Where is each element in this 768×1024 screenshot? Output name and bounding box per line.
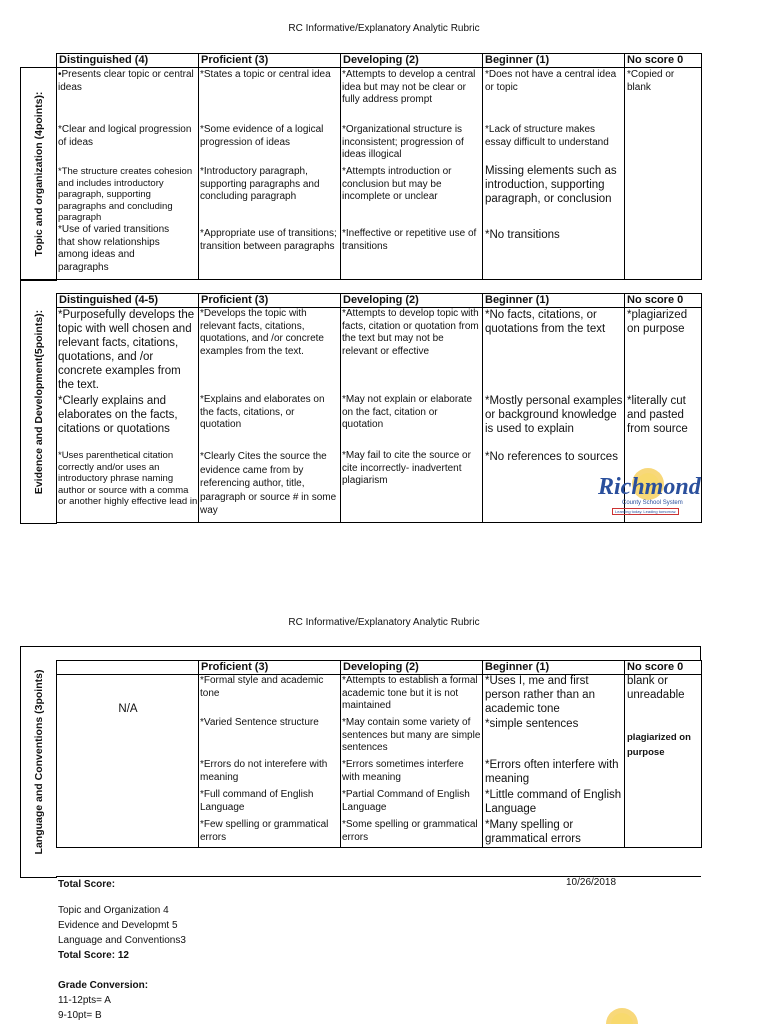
evidence-no-score-2: *literally cut and pasted from source (627, 395, 688, 435)
logo-subtitle: County School System (622, 500, 683, 506)
topic-beginner-2: *Lack of structure makes essay difficult to understand (485, 124, 609, 148)
header-beginner: Beginner (1) (483, 294, 625, 308)
topic-distinguished-2: *Clear and logical progression of ideas (58, 124, 192, 148)
total-score-label: Total Score: (58, 879, 116, 890)
evidence-proficient-2: *Explains and elaborates on the facts, citations, or quotation (200, 394, 325, 430)
language-proficient-1: *Formal style and academic tone (200, 675, 324, 699)
evidence-distinguished-3: *Uses parenthetical citation correctly and/or uses an introductory phrase naming author or source with a comma or another highly effective lead in (58, 450, 198, 507)
language-no-score-2: plagiarized on purpose (627, 732, 691, 758)
header-distinguished: Distinguished (4) (57, 54, 199, 68)
header-beginner: Beginner (1) (483, 54, 625, 68)
topic-developing-4: *Ineffective or repetitive use of transitions (342, 228, 477, 252)
evidence-proficient-3: *Clearly Cites the source the evidence came from by referencing author, title, paragraph or source # in some way (200, 451, 337, 516)
score-line-language: Language and Conventions3 (58, 935, 186, 946)
topic-beginner-1: *Does not have a central idea or topic (485, 69, 617, 93)
topic-distinguished-3: *The structure creates cohesion and includes introductory paragraph, supporting paragraphs and concluding paragraph (58, 166, 193, 223)
language-developing-4: *Partial Command of English Language (342, 789, 470, 813)
evidence-developing-2: *May not explain or elaborate on the fact, citation or quotation (342, 394, 473, 430)
evidence-developing-3: *May fail to cite the source or cite incorrectly- inadvertent plagiarism (342, 450, 471, 486)
topic-proficient-4: *Appropriate use of transitions; transition between paragraphs (200, 228, 337, 252)
header-no-score: No score 0 (625, 661, 702, 675)
grade-conversion-title: Grade Conversion: (58, 980, 149, 991)
topic-beginner-4: *No transitions (485, 229, 560, 241)
richmond-logo (596, 466, 702, 518)
topic-proficient-1: *States a topic or central idea (200, 69, 331, 80)
language-no-score-1: blank or unreadable (627, 675, 685, 701)
evidence-beginner-3: *No references to sources (485, 451, 618, 463)
evidence-no-score-1: *plagiarized on purpose (627, 309, 688, 335)
score-line-evidence: Evidence and Developmt 5 (58, 920, 178, 931)
page-title: RC Informative/Explanatory Analytic Rubric (288, 23, 480, 34)
topic-distinguished-4: *Use of varied transitions that show relationships among ideas and paragraphs (58, 224, 170, 273)
language-beginner-4: *Little command of English Language (485, 789, 622, 815)
sun-logo-icon (580, 1000, 660, 1024)
section-label-topic: Topic and organization (4points): (20, 67, 57, 281)
logo-tagline: Learning today. Leading tomorrow. (612, 508, 679, 515)
header-no-score: No score 0 (625, 294, 702, 308)
section3-outer-right (700, 646, 701, 660)
evidence-beginner-2: *Mostly personal examples or background knowledge is used to explain (485, 395, 623, 435)
topic-developing-3: *Attempts introduction or conclusion but may be incomplete or unclear (342, 166, 452, 202)
date-text: 10/26/2018 (566, 877, 617, 888)
language-proficient-4: *Full command of English Language (200, 789, 314, 813)
evidence-beginner-1: *No facts, citations, or quotations from the text (485, 309, 606, 335)
topic-beginner-3: Missing elements such as introduction, supporting paragraph, or conclusion (485, 165, 617, 205)
grade-line-a: 11-12pts= A (58, 995, 111, 1006)
logo-name: Richmond (598, 474, 701, 500)
topic-proficient-3: *Introductory paragraph, supporting paragraphs and concluding paragraph (200, 166, 320, 202)
header-developing: Developing (2) (341, 661, 483, 675)
topic-developing-1: *Attempts to develop a central idea but may not be clear or fully address prompt (342, 69, 476, 105)
language-beginner-1: *Uses I, me and first person rather than an academic tone (485, 675, 595, 715)
header-developing: Developing (2) (341, 54, 483, 68)
language-beginner-2: *simple sentences (485, 718, 579, 730)
language-beginner-5: *Many spelling or grammatical errors (485, 819, 581, 845)
section-label-language: Language and Conventions (3points) (20, 646, 57, 878)
section-label-evidence: Evidence and Development(5points): (20, 279, 57, 524)
score-line-topic: Topic and Organization 4 (58, 905, 169, 916)
section3-outer-top (56, 646, 701, 647)
language-developing-1: *Attempts to establish a formal academic tone but it is not maintained (342, 675, 478, 711)
topic-distinguished-1: •Presents clear topic or central ideas (58, 69, 194, 93)
header-distinguished: Distinguished (4-5) (57, 294, 199, 308)
header-developing: Developing (2) (341, 294, 483, 308)
section3-outer-bottom (56, 848, 701, 877)
header-proficient: Proficient (3) (199, 294, 341, 308)
language-beginner-3: *Errors often interfere with meaning (485, 759, 619, 785)
header-no-score: No score 0 (625, 54, 702, 68)
topic-no-score-1: *Copied or blank (627, 69, 675, 93)
language-developing-3: *Errors sometimes interfere with meaning (342, 759, 464, 783)
evidence-distinguished-2: *Clearly explains and elaborates on the facts, citations or quotations (58, 395, 178, 435)
language-proficient-3: *Errors do not interefere with meaning (200, 759, 328, 783)
evidence-distinguished-1: *Purposefully develops the topic with well chosen and relevant facts, citations, quotations, and /or concrete examples from the text. (58, 309, 195, 391)
language-developing-5: *Some spelling or grammatical errors (342, 819, 478, 843)
evidence-proficient-1: *Develops the topic with relevant facts, citations, quotations, and /or concrete examples from the text. (200, 308, 324, 357)
header-beginner: Beginner (1) (483, 661, 625, 675)
richmond-logo-partial (580, 1000, 660, 1024)
page-title-2: RC Informative/Explanatory Analytic Rubric (288, 617, 480, 628)
header-proficient: Proficient (3) (199, 661, 341, 675)
topic-proficient-2: *Some evidence of a logical progression of ideas (200, 124, 324, 148)
topic-developing-2: *Organizational structure is inconsistent; progression of ideas illogical (342, 124, 464, 160)
language-proficient-5: *Few spelling or grammatical errors (200, 819, 329, 843)
evidence-developing-1: *Attempts to develop topic with facts, citation or quotation from the text but may not be relevant or effective (342, 308, 479, 357)
header-empty (57, 661, 199, 675)
language-proficient-2: *Varied Sentence structure (200, 717, 319, 728)
language-na: N/A (118, 703, 138, 715)
total-score-line: Total Score: 12 (58, 950, 129, 961)
header-proficient: Proficient (3) (199, 54, 341, 68)
language-developing-2: *May contain some variety of sentences but many are simple sentences (342, 717, 481, 753)
grade-line-b: 9-10pt= B (58, 1010, 102, 1021)
